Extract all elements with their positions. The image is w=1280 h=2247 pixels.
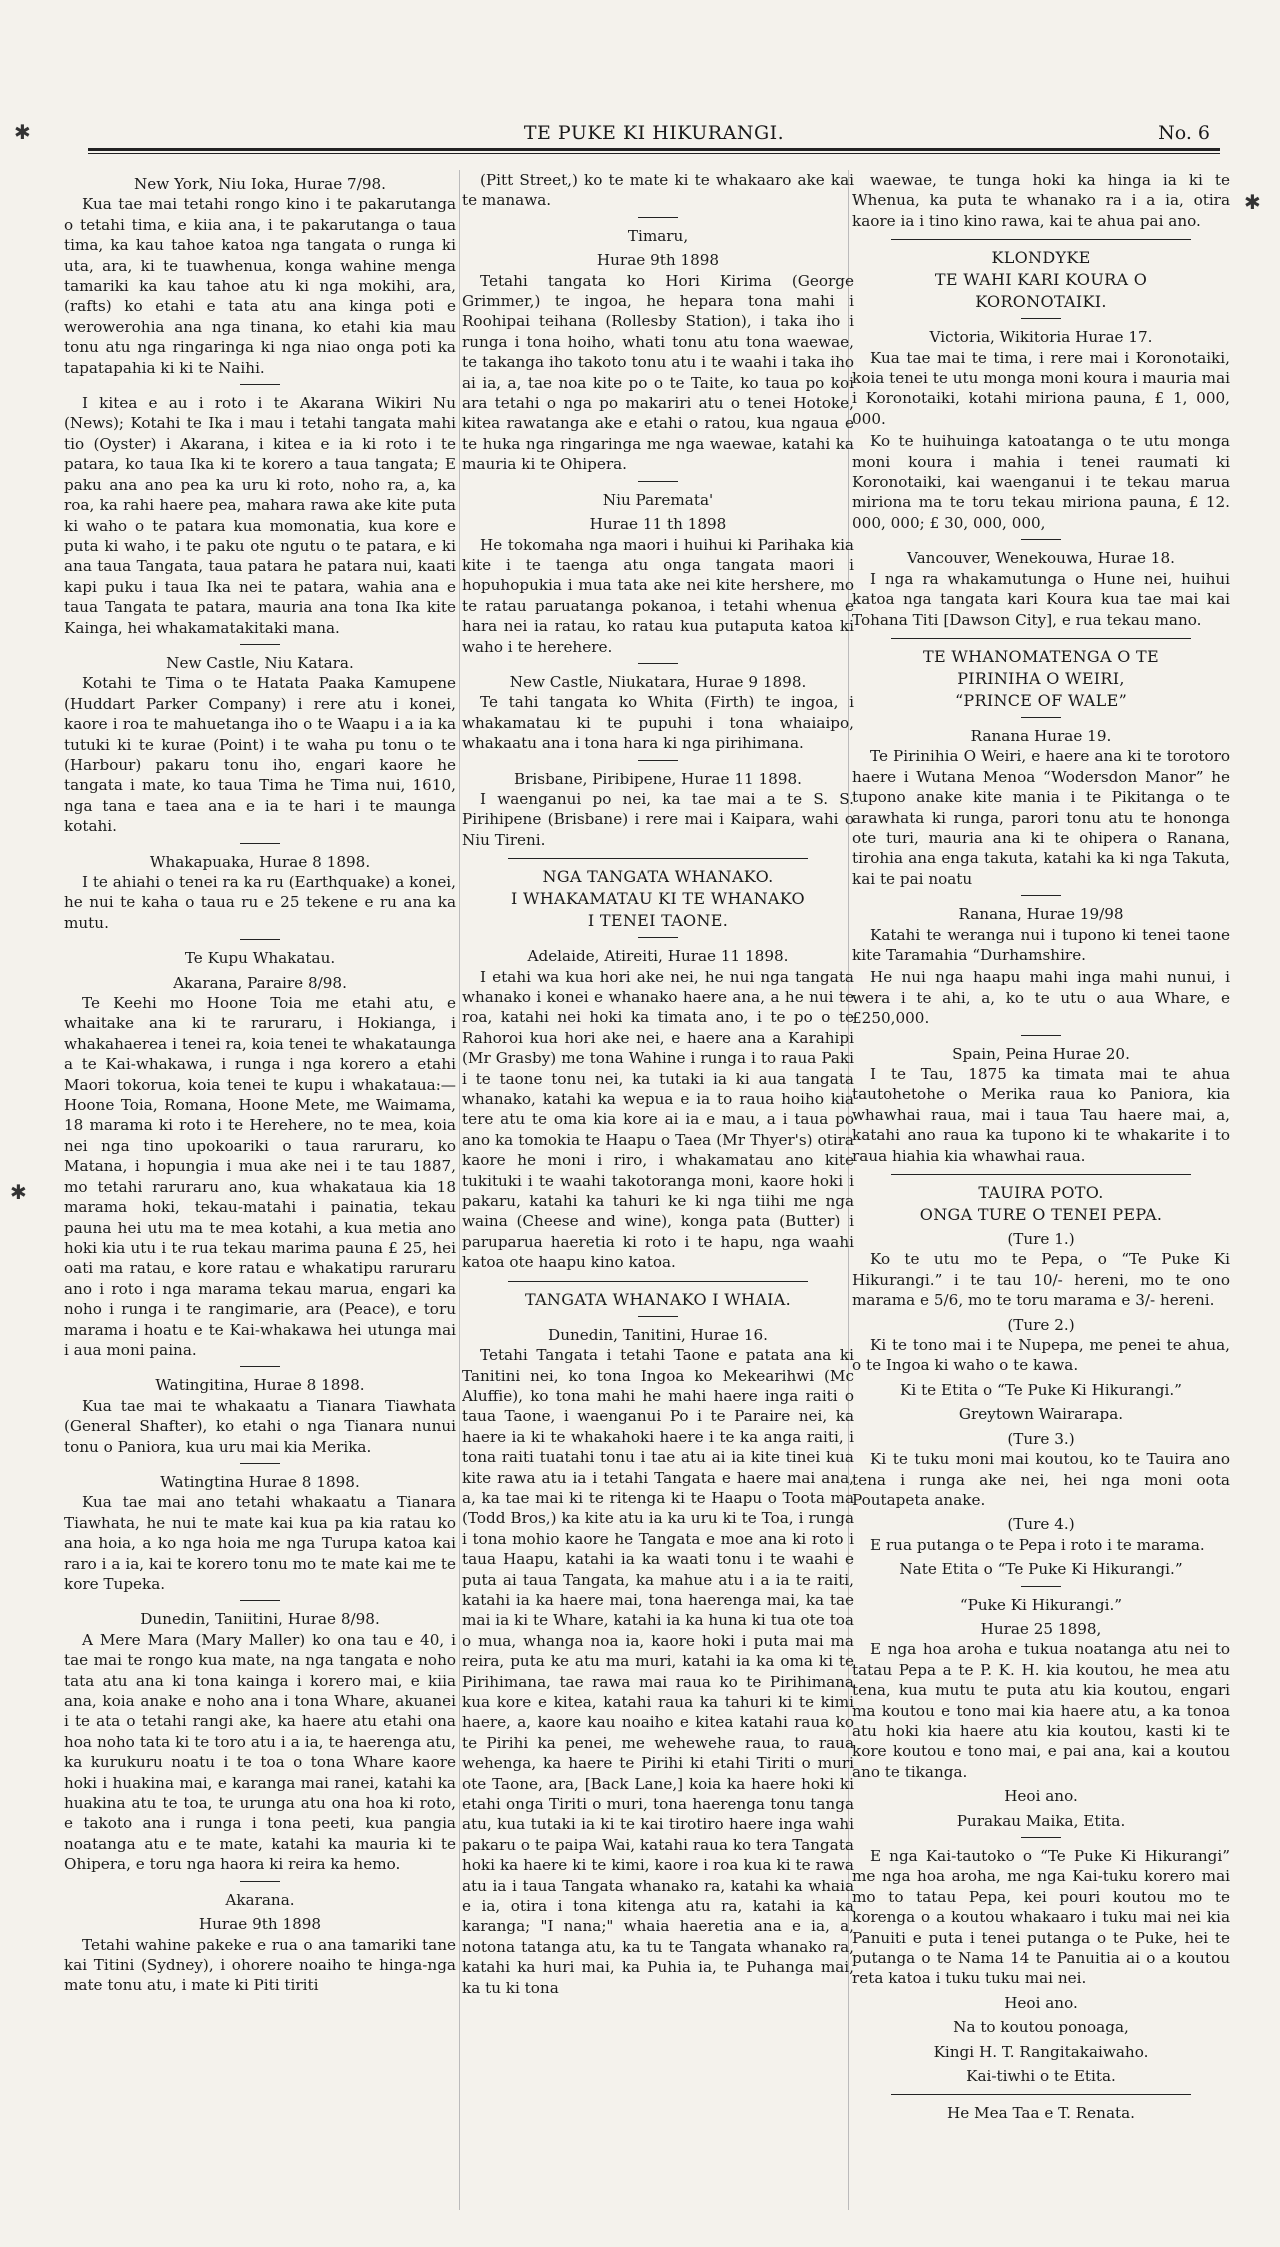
- column-divider: [459, 170, 460, 2210]
- separator-rule: [638, 1316, 678, 1317]
- dateline: (Ture 3.): [1007, 1429, 1075, 1448]
- separator-rule: [240, 843, 280, 844]
- article-paragraph: I etahi wa kua hori ake nei, he nui nga tangata whanako i konei e whanako haere ana, a he nui te roa, katahi nei hoki ka timata ano, i te po o te Rahoroi kua hori ake nei, e haere ana a Karahipi (Mr Grasby) me tona Wahine i runga i to raua Paki i te taone tonu nei, ka tutaki ia ki aua tangata whanako, katahi ka wepua e ia to raua hoiho kia tere atu te oma kia kore ai ia e mau, a i taua po ano ka tomokia te Haapu o Taea (Mr Thyer's) otira kaore he moni i riro, i whakamatau ano kite tukituki i te waahi takotoranga moni, kaore hoki i pakaru, katahi ka tahuri ke ki nga tiihi me nga waina (Cheese and wine), konga pata (Butter) i paruparua haeretia ki roto i te hapu, nga waahi katoa ote haapu kino katoa.: [462, 967, 854, 1272]
- dateline: Nate Etita o “Te Puke Ki Hikurangi.”: [899, 1560, 1183, 1579]
- dateline: Victoria, Wikitoria Hurae 17.: [929, 328, 1153, 347]
- dateline: Hurae 9th 1898: [198, 1915, 322, 1934]
- dateline: (Ture 2.): [1007, 1315, 1075, 1334]
- dateline: Kai-tiwhi o te Etita.: [966, 2067, 1116, 2086]
- separator-rule: [1021, 1586, 1061, 1587]
- dateline: Te Kupu Whakatau.: [184, 949, 336, 968]
- article-paragraph: Ko te huihuinga katoatanga o te utu monga moni koura i mahia i tenei raumati ki Koronotaiki, kai waenganui i te tekau marua miriona ma te toru tekau miriona pauna, £ 12. 000, 000; £ 30, 000, 000,: [852, 432, 1230, 532]
- dateline: Dunedin, Taniitini, Hurae 8/98.: [140, 1610, 380, 1629]
- article-paragraph: Kua tae mai tetahi rongo kino i te pakarutanga o tetahi tima, e kiia ana, i te pakarutanga o taua tima, ka kau tahoe katoa nga tangata o runga ki uta, ara, ki te tuawhenua, konga wahine menga tamariki ka kau tahoe atu ki nga mokihi, ara, (rafts) ko etahi e tata atu ana kinga poti e werowerohia ana nga tinana, ko etahi kia mau tonu atu nga ringaringa ki nga niao onga poti ka tapatapahia ki ki te Naihi.: [64, 195, 456, 377]
- separator-rule: [240, 1366, 280, 1367]
- margin-mark-icon: ✱: [10, 1180, 27, 1204]
- section-heading: I WHAKAMATAU KI TE WHANAKO: [511, 889, 805, 909]
- dateline: (Ture 4.): [1007, 1515, 1075, 1534]
- dateline: Hurae 9th 1898: [596, 251, 720, 270]
- dateline: New Castle, Niukatara, Hurae 9 1898.: [509, 672, 807, 691]
- article-paragraph: I waenganui po nei, ka tae mai a te S. S. Pirihipene (Brisbane) i rere mai i Kaipara, wahi o Niu Tireni.: [462, 789, 854, 849]
- dateline: Brisbane, Piribipene, Hurae 11 1898.: [514, 769, 802, 788]
- dateline: Adelaide, Atireiti, Hurae 11 1898.: [527, 947, 789, 966]
- article-paragraph: Ki te tono mai i te Nupepa, me penei te ahua, o te Ingoa ki waho o te kawa.: [852, 1336, 1230, 1375]
- section-rule: [891, 638, 1191, 639]
- dateline: Hurae 11 th 1898: [589, 515, 727, 534]
- dateline: He Mea Taa e T. Renata.: [947, 2104, 1135, 2123]
- article-paragraph: Kotahi te Tima o te Hatata Paaka Kamupene (Huddart Parker Company) i rere atu i konei, kaore i roa te mahuetanga iho o te Waapu i a ia ka tutuki ki te kurae (Point) i te waha pu tonu o te (Harbour) pakaru tonu iho, engari kaore he tangata i mate, ko taua Tima he Tima nui, 1610, nga tana e taea ana e ia te hari i te maunga kotahi.: [64, 674, 456, 836]
- dateline: Watingitina, Hurae 8 1898.: [155, 1376, 365, 1395]
- article-paragraph: (Pitt Street,) ko te mate ki te whakaaro ake kai te manawa.: [462, 171, 854, 210]
- article-paragraph: I te ahiahi o tenei ra ka ru (Earthquake) a konei, he nui te kaha o taua ru e 25 tekene e ru ana ka mutu.: [64, 873, 456, 932]
- section-rule: [891, 2094, 1191, 2095]
- separator-rule: [638, 760, 678, 761]
- separator-rule: [638, 663, 678, 664]
- separator-rule: [240, 1600, 280, 1601]
- separator-rule: [638, 481, 678, 482]
- separator-rule: [240, 1463, 280, 1464]
- dateline: Heoi ano.: [1004, 1993, 1078, 2012]
- margin-mark-icon: ✱: [14, 120, 31, 144]
- dateline: Greytown Wairarapa.: [958, 1405, 1124, 1424]
- section-heading: TE WHANOMATENGA O TE: [923, 646, 1159, 666]
- dateline: Spain, Peina Hurae 20.: [952, 1044, 1130, 1063]
- article-paragraph: Te tahi tangata ko Whita (Firth) te ingoa, i whakamatau ki te pupuhi i tona whaiaipo, whakaatu ana i tona hara ki nga pirihimana.: [462, 693, 854, 753]
- dateline: Dunedin, Tanitini, Hurae 16.: [548, 1325, 768, 1344]
- separator-rule: [1021, 1035, 1061, 1036]
- article-paragraph: Te Pirinihia O Weiri, e haere ana ki te torotoro haere i Wutana Menoa “Wodersdon Manor” he tupono anake kite mania i te Pikitanga o te arawhata ki runga, parori tonu atu te hononga ote turi, mauria ana ki te ohipera o Ranana, tirohia ana enga takuta, katahi ka ki nga Takuta, kai te pai noatu: [852, 747, 1230, 888]
- separator-rule: [240, 644, 280, 645]
- issue-number: No. 6: [1158, 122, 1210, 144]
- dateline: Hurae 25 1898,: [980, 1619, 1102, 1638]
- dateline: New York, Niu Ioka, Hurae 7/98.: [134, 175, 386, 193]
- dateline: Akarana.: [225, 1890, 295, 1909]
- separator-rule: [638, 217, 678, 218]
- section-heading: “PRINCE OF WALE”: [954, 690, 1128, 710]
- separator-rule: [240, 939, 280, 940]
- separator-rule: [240, 1881, 280, 1882]
- article-paragraph: Ko te utu mo te Pepa, o “Te Puke Ki Hikurangi.” i te tau 10/- hereni, mo te ono marama e 5/6, mo te toru marama e 3/- hereni.: [852, 1250, 1230, 1310]
- article-paragraph: E rua putanga o te Pepa i roto i te marama.: [870, 1535, 1205, 1554]
- dateline: Purakau Maika, Etita.: [956, 1811, 1126, 1830]
- margin-mark-icon: ✱: [1244, 190, 1261, 214]
- section-rule: [508, 858, 808, 859]
- dateline: Na to koutou ponoaga,: [953, 2018, 1129, 2037]
- section-rule: [891, 239, 1191, 240]
- separator-rule: [1021, 895, 1061, 896]
- section-heading: I TENEI TAONE.: [587, 911, 729, 931]
- article-paragraph: Ki te tuku moni mai koutou, ko te Tauira ano tena i runga ake nei, hei nga moni oota Poutapeta anake.: [852, 1450, 1230, 1509]
- separator-rule: [638, 937, 678, 938]
- dateline: Watingtina Hurae 8 1898.: [160, 1472, 360, 1491]
- article-paragraph: Tetahi wahine pakeke e rua o ana tamariki tane kai Titini (Sydney), i ohorere noaiho te hinga-nga mate tonu atu, i mate ki Piti tiriti: [64, 1935, 456, 1995]
- article-paragraph: E nga hoa aroha e tukua noatanga atu nei to tatau Pepa a te P. K. H. kia koutou, he mea atu tena, kua mutu te puta atu kia koutou, engari ma koutou e tono mai kia haere atu, a ka tonoa atu hoki kia haere atu kia koutou, kasti ki te kore koutou e tono mai, e pai ana, kai a koutou ano te tikanga.: [852, 1640, 1230, 1781]
- article-paragraph: Kua tae mai te tima, i rere mai i Koronotaiki, koia tenei te utu monga moni koura i mauria mai i Koronotaiki, kotahi miriona pauna, £ 1, 000, 000.: [852, 348, 1230, 428]
- section-heading: KLONDYKE: [991, 248, 1091, 268]
- dateline: “Puke Ki Hikurangi.”: [959, 1595, 1123, 1614]
- article-paragraph: Kua tae mai ano tetahi whakaatu a Tianara Tiawhata, he nui te mate kai kua pa kia ratau ko ana hoia, a ko nga hoia me nga Turupa katoa kai raro i a ia, kai te korero tonu mo te mate kai me te kore Tupeka.: [64, 1493, 456, 1593]
- header-rule-thin: [88, 153, 1220, 154]
- dateline: Ki te Etita o “Te Puke Ki Hikurangi.”: [900, 1380, 1182, 1399]
- section-heading: ONGA TURE O TENEI PEPA.: [919, 1205, 1163, 1225]
- page-header: [88, 118, 1220, 158]
- column-1: [64, 170, 456, 2220]
- dateline: Whakapuaka, Hurae 8 1898.: [149, 852, 371, 871]
- article-paragraph: A Mere Mara (Mary Maller) ko ona tau e 40, i tae mai te rongo kua mate, na nga tangata e noho tata atu ana ki tona kainga i korero mai, e kiia ana, koia anake e noho ana i tona Whare, akuanei i te ata o tetahi rangi ake, ka haere atu etahi ona hoa noho tata ki te toro atu i a ia, te haerenga atu, ka kurukuru noatu i te toa o tona Whare kaore hoki i huakina mai, e karanga mai ranei, katahi ka huakina atu te toa, te urunga atu ona hoa ki roto, e takoto ana i runga i tona peeti, kua pangia noatanga atu e te mate, katahi ka mauria ki te Ohipera, e toru nga haora ki reira ka hemo.: [64, 1630, 456, 1874]
- column-2: [462, 170, 854, 2220]
- separator-rule: [1021, 318, 1061, 319]
- article-paragraph: Kua tae mai te whakaatu a Tianara Tiawhata (General Shafter), ko etahi o nga Tianara nunui tonu o Paniora, kua uru mai kia Merika.: [64, 1396, 456, 1456]
- separator-rule: [240, 384, 280, 385]
- section-heading: TANGATA WHANAKO I WHAIA.: [524, 1289, 791, 1309]
- dateline: Kingi H. T. Rangitakaiwaho.: [933, 2042, 1149, 2061]
- dateline: (Ture 1.): [1007, 1230, 1075, 1249]
- dateline: Akarana, Paraire 8/98.: [173, 973, 347, 992]
- article-paragraph: I te Tau, 1875 ka timata mai te ahua tautohetohe o Merika raua ko Paniora, kia whawhai raua, mai i taua Tau haere mai, a, katahi ano raua ka tupono ki te whakarite i to raua hiahia kia whawhai raua.: [852, 1065, 1230, 1165]
- article-paragraph: Tetahi tangata ko Hori Kirima (George Grimmer,) te ingoa, he hepara tona mahi i Roohipai teihana (Rollesby Station), i taka iho i runga i tona hoiho, whati tonu atu tona waewae, te takanga iho takoto tonu atu i te waahi i taka iho ai ia, a, tae noa kite po o te Taite, ko taua po koi ara tetahi o nga po makariri atu o tenei Hotoke, kitea rawatanga ake e etahi o ratou, kua ngaua e te huka nga ringaringa me nga waewae, katahi ka mauria ki te Ohipera.: [462, 271, 854, 474]
- article-paragraph: E nga Kai-tautoko o “Te Puke Ki Hikurangi” me nga hoa aroha, me nga Kai-tuku korero mai mo to tatau Pepa, kei pouri koutou mo te korenga o a koutou whakaaro i tuku mai nei kia Panuiti e puta i tenei putanga o te Puke, hei te putanga o te Nama 14 te Panuitia ai o a koutou reta katoa i tuku tuku mai nei.: [852, 1847, 1230, 1988]
- article-paragraph: I nga ra whakamutunga o Hune nei, huihui katoa nga tangata kari Koura kua tae mai kai Tohana Titi [Dawson City], e rua tekau mano.: [852, 569, 1230, 629]
- dateline: Timaru,: [627, 226, 689, 245]
- dateline: Ranana, Hurae 19/98: [958, 905, 1124, 924]
- header-rule: [88, 148, 1220, 151]
- section-heading: KORONOTAIKI.: [975, 292, 1107, 312]
- section-heading: TAUIRA POTO.: [978, 1183, 1104, 1203]
- article-paragraph: I kitea e au i roto i te Akarana Wikiri Nu (News); Kotahi te Ika i mau i tetahi tangata mahi tio (Oyster) i Akarana, i kitea e ia ki roto i te patara, ko taua Ika ki te korero a taua tangata; E paku ana ano pea ka uru ki roto, noho ra, a, ka roa, ka rahi haere pea, mahara rawa ake kite puta ki waho o te patara kua momonatia, kua kore e puta ki waho, i te paku ote ngutu o te patara, e ki ana taua Tangata, taua patara he patara nui, kaati kapi puku i taua Ika nei te patara, wahia ana e taua Tangata te patara, mauria ana tona Ika kite Kainga, hei whakamatakitaki mana.: [64, 394, 456, 637]
- dateline: New Castle, Niu Katara.: [166, 653, 354, 672]
- section-rule: [891, 1174, 1191, 1175]
- newspaper-title: TE PUKE KI HIKURANGI.: [523, 122, 785, 144]
- section-rule: [508, 1281, 808, 1282]
- article-paragraph: He tokomaha nga maori i huihui ki Parihaka kia kite i te taenga atu onga tangata maori i hopuhopukia i mua tata ake nei kite hershere, mo te ratau paruatanga pokanoa, i tetahi whenua e hara nei ia ratau, ko ratau kua putaputa katoa ki waho i te herehere.: [462, 535, 854, 656]
- dateline: Vancouver, Wenekouwa, Hurae 18.: [907, 549, 1175, 568]
- dateline: Ranana Hurae 19.: [970, 726, 1112, 745]
- article-paragraph: Te Keehi mo Hoone Toia me etahi atu, e whaitake ana ki te raruraru, i Hokianga, i whakahaerea i tenei ra, koia tenei te whakataunga a te Kai-whakawa, i runga i nga korero a etahi Maori tokorua, koia tenei te kupu i whakataua:— Hoone Toia, Romana, Hoone Mete, me Waimama, 18 marama ki roto i te Herehere, no te mea, koia nei nga tino upokoariki o taua raruraru, ko Matana, i hopungia i mua ake nei i te tau 1887, mo tetahi raruraru ano, kua whakataua kia 18 marama hoki, tekau-matahi i painatia, tekau pauna hei utu ma te mea kotahi, a kua metia ano hoki kia utu i te rua tekau marima pauna £ 25, hei oati ma ratau, e kore ratau e whakatipu raruraru ano i roto i nga marama tekau marua, engari ka noho i runga i te rangimarie, ara (Peace), e toru marama i hoatu e te Kai-whakawa hei utunga mai i aua moni paina.: [64, 994, 456, 1359]
- section-heading: PIRINIHA O WEIRI,: [957, 668, 1125, 688]
- separator-rule: [1021, 717, 1061, 718]
- separator-rule: [1021, 539, 1061, 540]
- section-heading: TE WAHI KARI KOURA O: [934, 270, 1148, 290]
- article-paragraph: Katahi te weranga nui i tupono ki tenei taone kite Taramahia “Durhamshire.: [852, 925, 1230, 964]
- dateline: Niu Paremata': [602, 490, 714, 509]
- article-paragraph: He nui nga haapu mahi inga mahi nunui, i wera i te ahi, a, ko te utu o aua Whare, e £250,000.: [852, 968, 1230, 1028]
- column-3: [852, 170, 1230, 2220]
- article-paragraph: waewae, te tunga hoki ka hinga ia ki te Whenua, ka puta te whanako ra i a ia, otira kaore ia i tino kino rawa, kai te ahua pai ano.: [852, 171, 1230, 230]
- dateline: Heoi ano.: [1004, 1787, 1078, 1806]
- separator-rule: [1021, 1837, 1061, 1838]
- article-paragraph: Tetahi Tangata i tetahi Taone e patata ana ki Tanitini nei, ko tona Ingoa ko Mekearihwi (Mc Aluffie), ko tona mahi he mahi haere inga raiti o taua Taone, i waenganui Po i te Paraire nei, ka haere ia ki te whakahoki haere i te ka anga raiti, i tona raiti tuatahi tonu i tae atu ai ia kite tinei kua kite rawa atu ia i tetahi Tangata e haere mai ana, a, ka tae mai ki te ritenga ki te Haapu o Toota ma (Todd Bros,) ka kite atu ia ka uru ki te Toa, i runga i tona mohio kaore he Tangata e moe ana ki roto i taua Haapu, katahi ia ka waati tonu i te waahi e puta ai taua Tangata, ka mahue atu i a ia te raiti, katahi ia ka haere mai, tona haerenga mai, ka tae mai ia ki te Whare, katahi ia ka huna ki tua ote toa o mua, whanga noa ia, kaore hoki i puta mai ma reira, puta ke atu ma muri, katahi ia ka oma ki te Pirihimana, tae rawa mai raua ko te Pirihimana kua kore e kitea, katahi raua ka tahuri ki te kimi haere, a, kaore kau noaiho e kitea katahi raua ko te Pirihi ka penei, me wehewehe raua, to raua wehenga, ka haere te Pirihi ki etahi Tiriti o muri ote Taone, ara, [Back Lane,] koia ka haere hoki ki etahi onga Tiriti o muri, tona haerenga tonu tanga atu, kua tutaki ia ki te kai tirotiro haere inga wahi pakaru o te paipa Wai, katahi raua ko tera Tangata hoki ka haere ki te kimi, kaore i roa kua ki te rawa atu ia i taua Tangata whanako ra, katahi ka whaia e ia, otira i tona kitenga atu ra, katahi ia ka karanga; "I nana;" whaia haeretia ana e ia, a, notona tatanga atu, ka tu te Tangata whanako ra, katahi ka huri mai, ka Puhia ia, te Puhanga mai, ka tu ki tona: [462, 1346, 854, 1997]
- section-heading: NGA TANGATA WHANAKO.: [542, 867, 774, 887]
